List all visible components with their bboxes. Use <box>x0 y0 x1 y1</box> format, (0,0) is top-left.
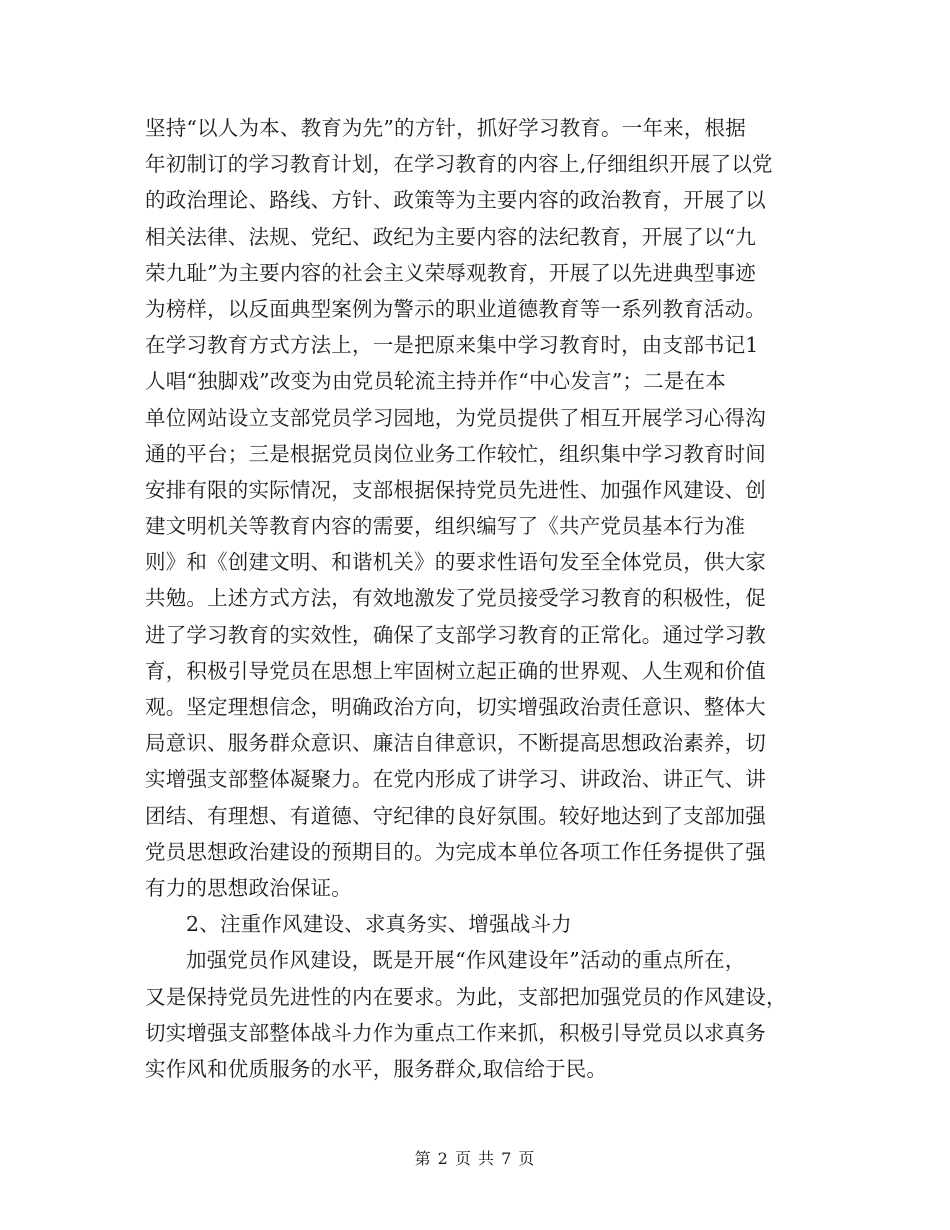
text-line: 实作风和优质服务的水平，服务群众,取信给于民。 <box>145 1056 608 1081</box>
text-line: 荣九耻”为主要内容的社会主义荣辱观教育，开展了以先进典型事迹 <box>145 260 756 285</box>
text-line: 局意识、服务群众意识、廉洁自律意识，不断提高思想政治素养，切 <box>145 731 766 756</box>
text-line: 相关法律、法规、党纪、政纪为主要内容的法纪教育，开展了以“九 <box>145 224 756 249</box>
text-line: 则》和《创建文明、和谐机关》的要求性语句发至全体党员，供大家 <box>145 550 766 575</box>
text-line: 进了学习教育的实效性，确保了支部学习教育的正常化。通过学习教 <box>145 622 766 647</box>
text-line: 坚持“以人为本、教育为先”的方针，抓好学习教育。一年来，根据 <box>145 116 746 140</box>
text-line: 单位网站设立支部党员学习园地，为党员提供了相互开展学习心得沟 <box>145 405 766 430</box>
text-line: 通的平台；三是根据党员岗位业务工作较忙，组织集中学习教育时间 <box>145 441 766 466</box>
text-line: 年初制订的学习教育计划，在学习教育的内容上,仔细组织开展了以党 <box>145 152 773 177</box>
text-line: 建文明机关等教育内容的需要，组织编写了《共产党员基本行为准 <box>145 514 746 539</box>
text-line: 党员思想政治建设的预期目的。为完成本单位各项工作任务提供了强 <box>145 839 766 864</box>
section-heading: 2、注重作风建设、求真务实、增强战斗力 <box>186 912 572 937</box>
document-body <box>145 110 815 1087</box>
text-line: 人唱“独脚戏”改变为由党员轮流主持并作“中心发言”；二是在本 <box>145 369 726 394</box>
text-line: 安排有限的实际情况，支部根据保持党员先进性、加强作风建设、创 <box>145 477 766 502</box>
text-line: 团结、有理想、有道德、守纪律的良好氛围。较好地达到了支部加强 <box>145 803 766 828</box>
paragraph-first-line: 加强党员作风建设，既是开展“作风建设年”活动的重点所在， <box>186 948 746 973</box>
text-line: 实增强支部整体凝聚力。在党内形成了讲学习、讲政治、讲正气、讲 <box>145 767 766 792</box>
text-line: 有力的思想政治保证。 <box>145 875 352 900</box>
text-line: 为榜样，以反面典型案例为警示的职业道德教育等一系列教育活动。 <box>145 296 766 321</box>
text-line: 切实增强支部整体战斗力作为重点工作来抓，积极引导党员以求真务 <box>145 1020 766 1045</box>
text-line: 观。坚定理想信念，明确政治方向，切实增强政治责任意识、整体大 <box>145 695 766 719</box>
text-line: 的政治理论、路线、方针、政策等为主要内容的政治教育，开展了以 <box>145 188 766 213</box>
text-line: 育，积极引导党员在思想上牢固树立起正确的世界观、人生观和价值 <box>145 658 766 683</box>
text-line: 在学习教育方式方法上，一是把原来集中学习教育时，由支部书记1 <box>145 333 759 358</box>
text-line: 共勉。上述方式方法，有效地激发了党员接受学习教育的积极性，促 <box>145 586 766 611</box>
text-line: 又是保持党员先进性的内在要求。为此，支部把加强党员的作风建设， <box>145 984 787 1009</box>
page-number-footer: 第 2 页 共 7 页 <box>414 1149 536 1168</box>
